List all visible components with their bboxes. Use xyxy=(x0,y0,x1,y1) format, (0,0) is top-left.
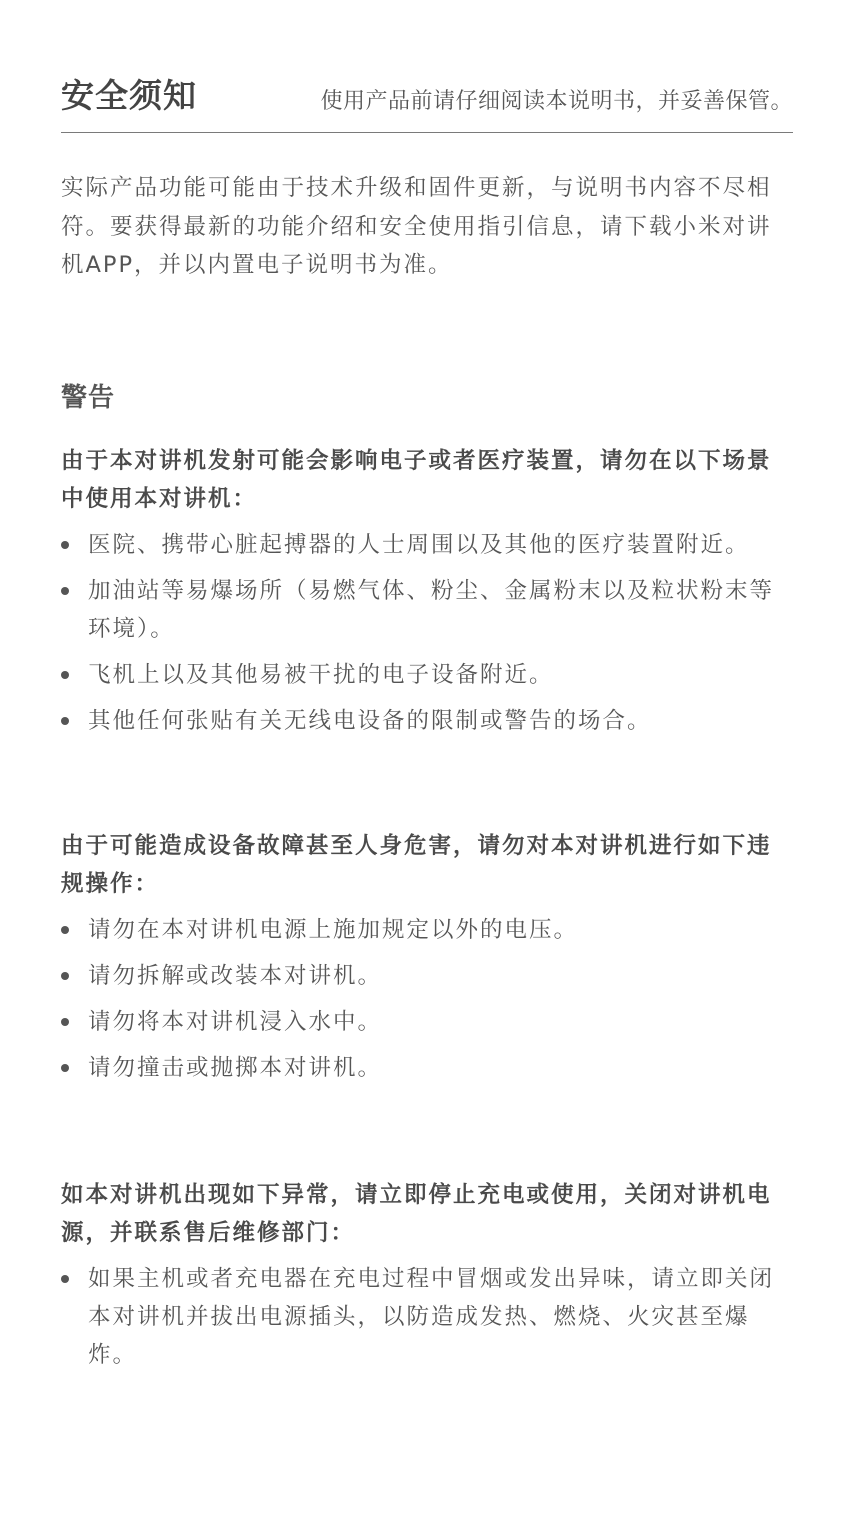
warning-section-abnormal xyxy=(61,1176,793,1382)
section-lead: 由于可能造成设备故障甚至人身危害，请勿对本对讲机进行如下违规操作： xyxy=(61,833,772,897)
list-item xyxy=(61,1049,793,1087)
list-item xyxy=(61,526,793,564)
list-item xyxy=(61,702,793,740)
warning-section-devices xyxy=(61,442,793,748)
bullet-icon xyxy=(61,541,69,549)
list-item xyxy=(61,656,793,694)
bullet-icon xyxy=(61,587,69,595)
list-item-text: 医院、携带心脏起搏器的人士周围以及其他的医疗装置附近。 xyxy=(88,532,750,558)
bullet-icon xyxy=(61,972,69,980)
list-item xyxy=(61,1003,793,1041)
page-subtitle: 使用产品前请仔细阅读本说明书，并妥善保管。 xyxy=(320,89,793,114)
list-item xyxy=(61,911,793,949)
page-header xyxy=(61,0,793,133)
bullet-list xyxy=(61,911,793,1087)
section-lead: 如本对讲机出现如下异常，请立即停止充电或使用，关闭对讲机电源，并联系售后维修部门： xyxy=(61,1182,772,1246)
bullet-icon xyxy=(61,926,69,934)
warning-section-operations xyxy=(61,827,793,1095)
list-item xyxy=(61,1260,793,1374)
list-item-text: 加油站等易爆场所（易燃气体、粉尘、金属粉末以及粒状粉末等环境）。 xyxy=(88,578,775,642)
section-lead: 由于本对讲机发射可能会影响电子或者医疗装置，请勿在以下场景中使用本对讲机： xyxy=(61,448,772,512)
list-item-text: 其他任何张贴有关无线电设备的限制或警告的场合。 xyxy=(88,708,652,734)
list-item-text: 请勿将本对讲机浸入水中。 xyxy=(88,1009,383,1035)
list-item-text: 请勿在本对讲机电源上施加规定以外的电压。 xyxy=(88,917,579,943)
list-item-text: 飞机上以及其他易被干扰的电子设备附近。 xyxy=(88,662,554,688)
bullet-icon xyxy=(61,1275,69,1283)
intro-paragraph: 实际产品功能可能由于技术升级和固件更新，与说明书内容不尽相符。要获得最新的功能介绍和安全使用指引信息，请下载小米对讲机APP，并以内置电子说明书为准。 xyxy=(61,175,772,278)
bullet-icon xyxy=(61,671,69,679)
list-item xyxy=(61,957,793,995)
list-item-text: 请勿撞击或抛掷本对讲机。 xyxy=(88,1055,383,1081)
bullet-icon xyxy=(61,1018,69,1026)
list-item xyxy=(61,572,793,648)
bullet-icon xyxy=(61,1064,69,1072)
manual-page xyxy=(61,0,793,1368)
list-item-text: 如果主机或者充电器在充电过程中冒烟或发出异味，请立即关闭本对讲机并拔出电源插头，以防造成发热、燃烧、火灾甚至爆炸。 xyxy=(88,1266,775,1368)
bullet-list xyxy=(61,526,793,740)
bullet-list xyxy=(61,1260,793,1374)
bullet-icon xyxy=(61,717,69,725)
page-title: 安全须知 xyxy=(61,76,197,115)
list-item-text: 请勿拆解或改装本对讲机。 xyxy=(88,963,383,989)
warning-heading: 警告 xyxy=(61,383,116,413)
